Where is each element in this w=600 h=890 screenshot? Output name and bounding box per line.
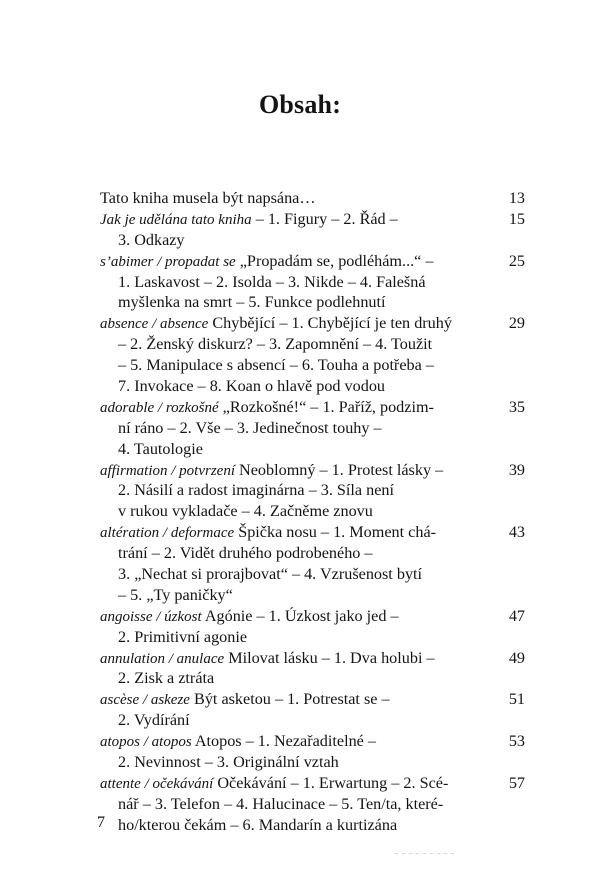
toc-entry-keyword: annulation / anulace <box>100 650 225 667</box>
toc-entry-keyword: absence / absence <box>100 316 209 333</box>
toc-entry-continuation-line <box>100 752 470 773</box>
toc-entry <box>100 209 528 251</box>
page-title: Obsah: <box>258 90 342 119</box>
toc-entry <box>100 648 528 690</box>
toc-entry-text: 1. Laskavost – 2. Isolda – 3. Nikde – 4. Falešná <box>118 272 426 291</box>
toc-entry-continuation-line <box>100 627 470 648</box>
scan-smudge <box>395 853 455 854</box>
toc-entry-first-line <box>100 648 470 669</box>
toc-entry-page-number: 25 <box>508 251 525 270</box>
toc-entry-text: Tato kniha musela být napsána… <box>100 189 316 207</box>
toc-entry-text: – 1. Figury – 2. Řád – <box>251 209 398 228</box>
toc-entry-text: – 5. „Ty paničky“ <box>118 585 233 604</box>
toc-entry-continuation-line <box>100 815 470 836</box>
toc-entry-first-line <box>100 397 470 418</box>
toc-entry-text: 3. Odkazy <box>118 230 185 249</box>
toc-entry-keyword: altération / deformace <box>100 525 235 542</box>
toc-entry-page-number: 43 <box>508 523 525 542</box>
toc-entry-page-number: 47 <box>508 606 525 625</box>
toc-entry-continuation-line <box>100 272 470 293</box>
toc-entry-continuation-line <box>100 376 470 397</box>
toc-entry-first-line <box>100 251 470 272</box>
toc-entry-text: 2. Násilí a radost imaginárna – 3. Síla není <box>118 481 395 500</box>
toc-entry-continuation-line <box>100 230 470 251</box>
toc-entry-text: „Propadám se, podléhám...“ – <box>235 251 434 270</box>
toc-entry-text: Milovat lásku – 1. Dva holubi – <box>224 648 435 667</box>
toc-entry-first-line <box>100 606 470 627</box>
toc-entry-continuation-line <box>100 501 470 522</box>
toc-entry-first-line <box>100 460 470 481</box>
toc-entry-continuation-line <box>100 794 470 815</box>
toc-entry <box>100 689 528 731</box>
toc-entry-keyword: Jak je udělána tato kniha <box>100 211 252 228</box>
toc-entry-text: v rukou vykladače – 4. Začněme znovu <box>118 502 373 521</box>
toc-entry-text: nář – 3. Telefon – 4. Halucinace – 5. Ten/ta, které- <box>118 794 444 813</box>
toc-entry-text: 4. Tautologie <box>118 439 203 458</box>
toc-entry-page-number: 51 <box>508 690 525 709</box>
toc-entry-text: – 2. Ženský diskurz? – 3. Zapomnění – 4. Toužit <box>118 335 433 354</box>
toc-entry-continuation-line <box>100 292 470 313</box>
toc-entry <box>100 460 528 523</box>
toc-entry-page-number: 15 <box>508 209 525 228</box>
toc-entry-keyword: affirmation / potvrzení <box>100 462 235 479</box>
toc-entry-continuation-line <box>100 564 470 585</box>
toc-entry-page-number: 57 <box>508 773 525 792</box>
toc-entry-continuation-line <box>100 439 470 460</box>
toc-entry-continuation-line <box>100 334 470 355</box>
toc-entry-first-line <box>100 188 470 209</box>
toc-entry-text: Agónie – 1. Úzkost jako jed – <box>201 606 399 625</box>
toc-entry-page-number: 29 <box>508 314 525 333</box>
toc-entry-page-number: 35 <box>508 397 525 416</box>
toc-entry-continuation-line <box>100 418 470 439</box>
toc-entry-text: Být asketou – 1. Potrestat se – <box>189 690 390 709</box>
toc-entry-text: 3. „Nechat si prorajbovat“ – 4. Vzrušenost bytí <box>118 565 423 584</box>
toc-entry-keyword: ascèse / askeze <box>100 692 190 709</box>
toc-entry <box>100 606 528 648</box>
toc-entry-continuation-line <box>100 710 470 731</box>
toc-entry-text: 2. Zisk a ztráta <box>118 669 215 688</box>
toc-entry <box>100 251 528 314</box>
toc-entry-keyword: atopos / atopos <box>100 734 192 751</box>
toc-entry-continuation-line <box>100 480 470 501</box>
toc-entry-text: Neoblomný – 1. Protest lásky – <box>235 460 444 479</box>
toc-entry-text: Atopos – 1. Nezařaditelné – <box>191 732 376 751</box>
toc-entry-continuation-line <box>100 668 470 689</box>
toc-entry-first-line <box>100 689 470 710</box>
toc-entry <box>100 731 528 773</box>
page-number: 7 <box>97 814 105 831</box>
toc-entry-text: ho/kterou čekám – 6. Mandarín a kurtizána <box>118 815 398 834</box>
toc-entry-text: 2. Nevinnost – 3. Originální vztah <box>118 753 339 772</box>
toc-entry-text: myšlenka na smrt – 5. Funkce podlehnutí <box>118 293 386 312</box>
toc-entry-text: Očekávání – 1. Erwartung – 2. Scé- <box>213 773 449 792</box>
toc-entry-text: trání – 2. Vidět druhého podrobeného – <box>118 544 373 563</box>
toc-entry-keyword: angoisse / úzkost <box>100 608 202 625</box>
toc-entry-page-number: 39 <box>508 460 525 479</box>
toc-entry-text: – 5. Manipulace s absencí – 6. Touha a potřeba – <box>118 356 434 375</box>
toc-entry-keyword: adorable / rozkošné <box>100 399 219 416</box>
toc-entry-page-number: 49 <box>508 648 525 667</box>
toc-entry <box>100 188 528 209</box>
toc-entry-keyword: s’abimer / propadat se <box>100 253 236 270</box>
toc-entry-continuation-line <box>100 543 470 564</box>
toc-entry <box>100 522 528 606</box>
toc-entry-page-number: 53 <box>508 732 525 751</box>
toc-entry <box>100 773 528 836</box>
table-of-contents <box>100 188 528 836</box>
toc-entry-first-line <box>100 522 470 543</box>
toc-entry-text: 2. Primitivní agonie <box>118 627 248 646</box>
toc-entry <box>100 313 528 397</box>
toc-entry-keyword: attente / očekávání <box>100 775 214 792</box>
toc-entry-text: 7. Invokace – 8. Koan o hlavě pod vodou <box>118 377 386 396</box>
toc-entry-continuation-line <box>100 355 470 376</box>
toc-entry-text: ní ráno – 2. Vše – 3. Jedinečnost touhy – <box>118 418 382 437</box>
toc-entry-first-line <box>100 209 470 230</box>
toc-entry-page-number: 13 <box>508 189 525 207</box>
toc-entry-continuation-line <box>100 585 470 606</box>
toc-entry <box>100 397 528 460</box>
toc-entry-first-line <box>100 773 470 794</box>
toc-entry-text: Špička nosu – 1. Moment chá- <box>234 523 437 542</box>
toc-entry-first-line <box>100 731 470 752</box>
toc-entry-text: 2. Vydírání <box>118 711 190 730</box>
toc-entry-text: „Rozkošné!“ – 1. Paříž, podzim- <box>218 397 434 416</box>
toc-entry-first-line <box>100 313 470 334</box>
toc-entry-text: Chybějící – 1. Chybějící je ten druhý <box>208 314 452 333</box>
